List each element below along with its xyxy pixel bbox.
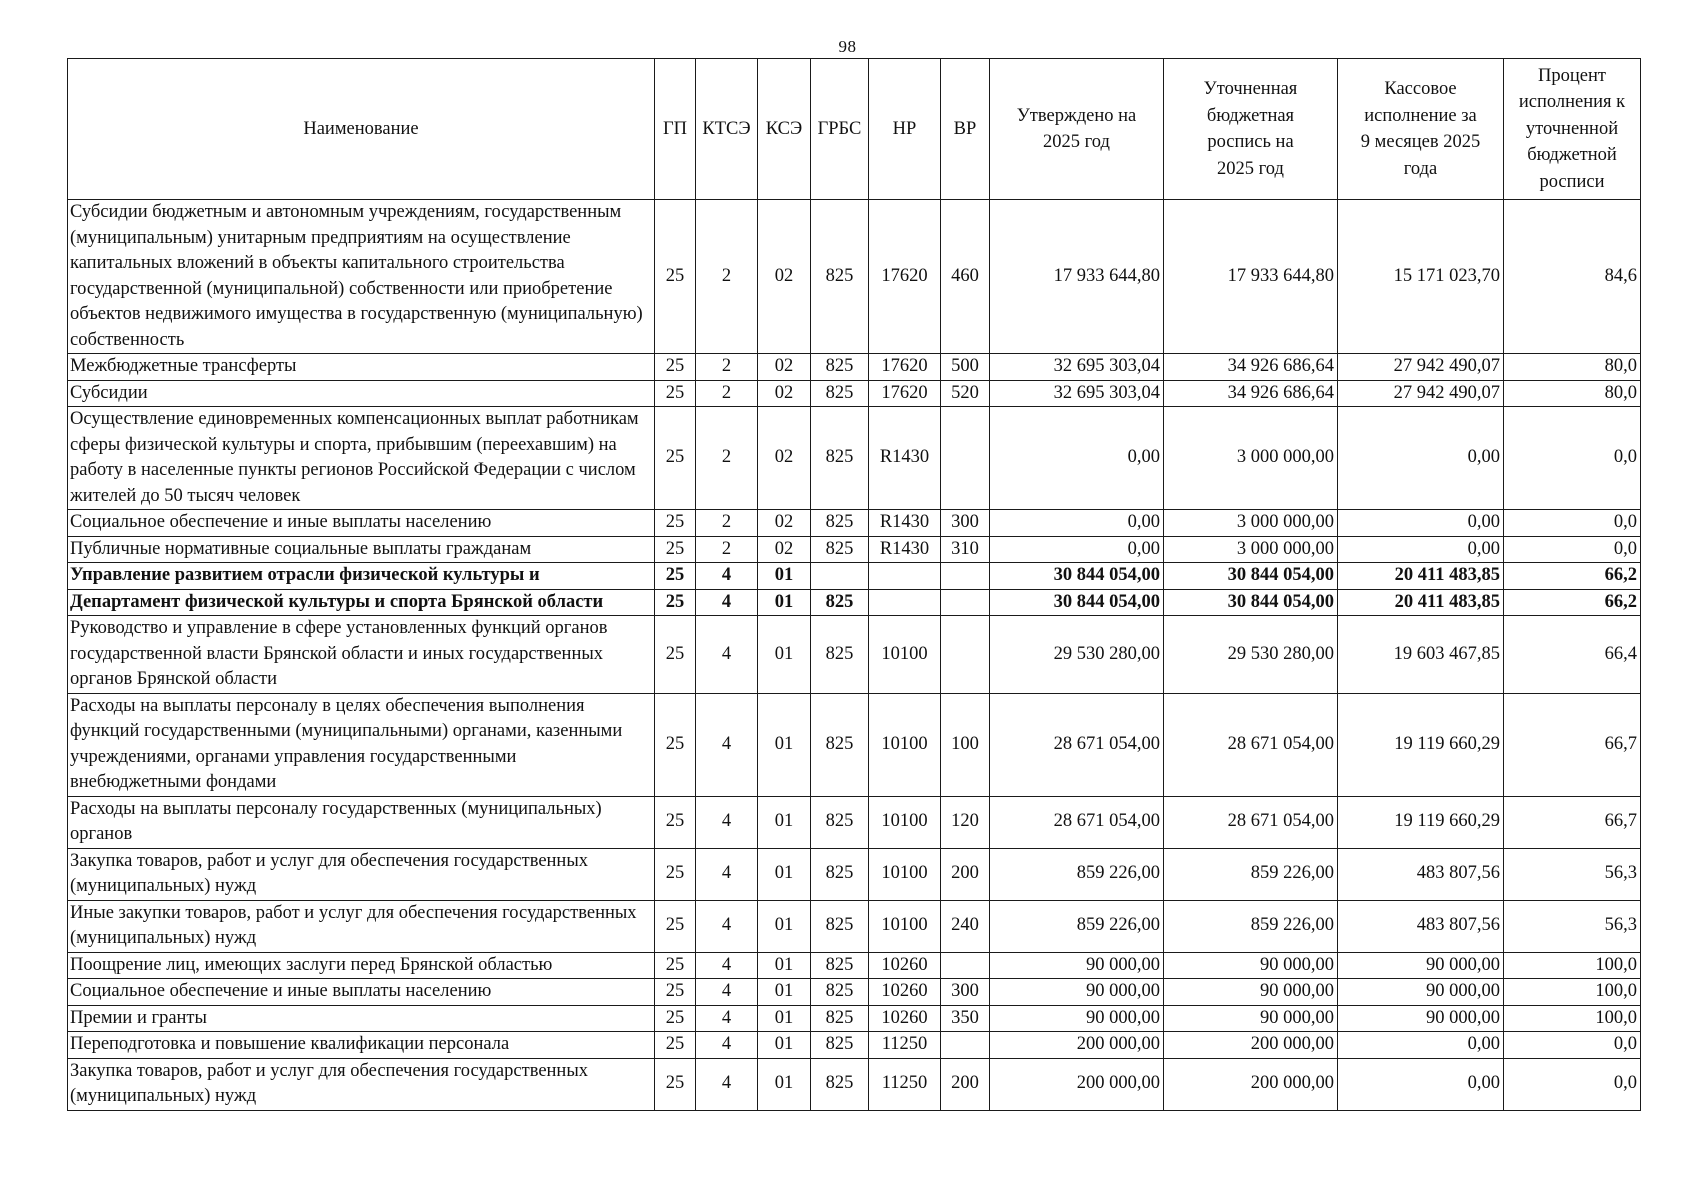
row-kse: 02 xyxy=(758,510,811,537)
row-gp: 25 xyxy=(655,510,696,537)
row-approved: 0,00 xyxy=(990,407,1164,510)
row-name: Социальное обеспечение и иные выплаты населению xyxy=(68,979,655,1006)
row-approved: 200 000,00 xyxy=(990,1032,1164,1059)
row-cash: 20 411 483,85 xyxy=(1338,563,1504,590)
row-grbs: 825 xyxy=(811,979,869,1006)
header-vr: ВР xyxy=(941,59,990,200)
row-nr: 11250 xyxy=(869,1058,941,1110)
row-refined: 30 844 054,00 xyxy=(1164,563,1338,590)
row-percent: 0,0 xyxy=(1504,1032,1641,1059)
row-refined: 29 530 280,00 xyxy=(1164,616,1338,694)
row-ktse: 4 xyxy=(696,952,758,979)
row-grbs: 825 xyxy=(811,693,869,796)
row-cash: 483 807,56 xyxy=(1338,848,1504,900)
header-ktse: КТСЭ xyxy=(696,59,758,200)
row-vr: 310 xyxy=(941,536,990,563)
row-nr: 17620 xyxy=(869,380,941,407)
row-refined: 3 000 000,00 xyxy=(1164,536,1338,563)
row-kse: 01 xyxy=(758,616,811,694)
row-cash: 0,00 xyxy=(1338,1058,1504,1110)
row-name: Социальное обеспечение и иные выплаты населению xyxy=(68,510,655,537)
row-grbs: 825 xyxy=(811,536,869,563)
row-percent: 80,0 xyxy=(1504,380,1641,407)
header-kse: КСЭ xyxy=(758,59,811,200)
row-approved: 28 671 054,00 xyxy=(990,693,1164,796)
row-refined: 90 000,00 xyxy=(1164,979,1338,1006)
row-name: Департамент физической культуры и спорта Брянской области xyxy=(68,589,655,616)
row-cash: 19 119 660,29 xyxy=(1338,796,1504,848)
row-vr: 240 xyxy=(941,900,990,952)
row-grbs: 825 xyxy=(811,380,869,407)
row-percent: 66,2 xyxy=(1504,589,1641,616)
row-name: Осуществление единовременных компенсационных выплат работникам сферы физической культуры и спорта, прибывшим (переехавшим) на работу в населенные пункты регионов Российской Федерации с числом жителей до 50 тысяч человек xyxy=(68,407,655,510)
row-kse: 02 xyxy=(758,354,811,381)
row-approved: 30 844 054,00 xyxy=(990,589,1164,616)
row-cash: 0,00 xyxy=(1338,1032,1504,1059)
row-ktse: 4 xyxy=(696,979,758,1006)
row-gp: 25 xyxy=(655,407,696,510)
row-ktse: 4 xyxy=(696,1005,758,1032)
row-approved: 90 000,00 xyxy=(990,1005,1164,1032)
row-percent: 100,0 xyxy=(1504,979,1641,1006)
row-gp: 25 xyxy=(655,1032,696,1059)
row-approved: 0,00 xyxy=(990,536,1164,563)
row-vr: 200 xyxy=(941,1058,990,1110)
row-gp: 25 xyxy=(655,1058,696,1110)
row-grbs: 825 xyxy=(811,900,869,952)
row-ktse: 2 xyxy=(696,407,758,510)
row-gp: 25 xyxy=(655,900,696,952)
budget-table xyxy=(67,58,1641,1111)
row-approved: 859 226,00 xyxy=(990,848,1164,900)
row-cash: 15 171 023,70 xyxy=(1338,200,1504,354)
row-refined: 3 000 000,00 xyxy=(1164,407,1338,510)
table-row xyxy=(68,1032,1641,1059)
row-approved: 90 000,00 xyxy=(990,979,1164,1006)
row-cash: 0,00 xyxy=(1338,510,1504,537)
row-cash: 90 000,00 xyxy=(1338,952,1504,979)
row-nr: R1430 xyxy=(869,510,941,537)
row-name: Управление развитием отрасли физической культуры и xyxy=(68,563,655,590)
row-grbs: 825 xyxy=(811,510,869,537)
row-refined: 34 926 686,64 xyxy=(1164,380,1338,407)
row-percent: 66,7 xyxy=(1504,796,1641,848)
row-ktse: 4 xyxy=(696,616,758,694)
row-refined: 3 000 000,00 xyxy=(1164,510,1338,537)
row-approved: 90 000,00 xyxy=(990,952,1164,979)
row-vr: 120 xyxy=(941,796,990,848)
row-name: Переподготовка и повышение квалификации персонала xyxy=(68,1032,655,1059)
row-vr xyxy=(941,952,990,979)
row-cash: 19 119 660,29 xyxy=(1338,693,1504,796)
row-vr xyxy=(941,616,990,694)
row-vr: 350 xyxy=(941,1005,990,1032)
row-kse: 01 xyxy=(758,1005,811,1032)
row-ktse: 4 xyxy=(696,693,758,796)
row-ktse: 4 xyxy=(696,796,758,848)
row-percent: 0,0 xyxy=(1504,510,1641,537)
table-body xyxy=(68,200,1641,1111)
row-gp: 25 xyxy=(655,589,696,616)
row-vr xyxy=(941,563,990,590)
row-grbs: 825 xyxy=(811,354,869,381)
table-row xyxy=(68,952,1641,979)
row-name: Закупка товаров, работ и услуг для обеспечения государственных (муниципальных) нужд xyxy=(68,848,655,900)
page-number: 98 xyxy=(838,37,857,56)
row-kse: 01 xyxy=(758,589,811,616)
row-percent: 66,7 xyxy=(1504,693,1641,796)
row-kse: 01 xyxy=(758,952,811,979)
row-cash: 20 411 483,85 xyxy=(1338,589,1504,616)
row-percent: 0,0 xyxy=(1504,407,1641,510)
table-row xyxy=(68,380,1641,407)
row-grbs xyxy=(811,563,869,590)
row-grbs: 825 xyxy=(811,407,869,510)
row-ktse: 4 xyxy=(696,563,758,590)
table-row xyxy=(68,848,1641,900)
table-row xyxy=(68,979,1641,1006)
row-name: Иные закупки товаров, работ и услуг для обеспечения государственных (муниципальных) нужд xyxy=(68,900,655,952)
row-vr: 520 xyxy=(941,380,990,407)
row-kse: 02 xyxy=(758,380,811,407)
row-ktse: 2 xyxy=(696,200,758,354)
row-gp: 25 xyxy=(655,952,696,979)
table-row xyxy=(68,563,1641,590)
row-cash: 27 942 490,07 xyxy=(1338,380,1504,407)
row-refined: 90 000,00 xyxy=(1164,952,1338,979)
row-nr xyxy=(869,589,941,616)
table-row xyxy=(68,1058,1641,1110)
table-row xyxy=(68,354,1641,381)
row-approved: 32 695 303,04 xyxy=(990,354,1164,381)
row-cash: 19 603 467,85 xyxy=(1338,616,1504,694)
row-refined: 859 226,00 xyxy=(1164,848,1338,900)
row-percent: 56,3 xyxy=(1504,848,1641,900)
row-kse: 01 xyxy=(758,900,811,952)
row-name: Закупка товаров, работ и услуг для обеспечения государственных (муниципальных) нужд xyxy=(68,1058,655,1110)
header-name: Наименование xyxy=(68,59,655,200)
row-approved: 200 000,00 xyxy=(990,1058,1164,1110)
row-vr: 460 xyxy=(941,200,990,354)
header-nr: НР xyxy=(869,59,941,200)
row-name: Расходы на выплаты персоналу государственных (муниципальных) органов xyxy=(68,796,655,848)
row-refined: 200 000,00 xyxy=(1164,1032,1338,1059)
row-percent: 0,0 xyxy=(1504,1058,1641,1110)
header-row xyxy=(68,59,1641,200)
row-ktse: 2 xyxy=(696,510,758,537)
row-percent: 66,2 xyxy=(1504,563,1641,590)
row-kse: 02 xyxy=(758,407,811,510)
header-refined: Уточненная бюджетная роспись на 2025 год xyxy=(1164,59,1338,200)
row-kse: 01 xyxy=(758,979,811,1006)
row-gp: 25 xyxy=(655,979,696,1006)
row-grbs: 825 xyxy=(811,1005,869,1032)
row-cash: 27 942 490,07 xyxy=(1338,354,1504,381)
row-vr xyxy=(941,1032,990,1059)
row-approved: 29 530 280,00 xyxy=(990,616,1164,694)
row-vr xyxy=(941,407,990,510)
row-refined: 17 933 644,80 xyxy=(1164,200,1338,354)
row-approved: 30 844 054,00 xyxy=(990,563,1164,590)
row-nr: 10100 xyxy=(869,693,941,796)
row-percent: 66,4 xyxy=(1504,616,1641,694)
row-nr xyxy=(869,563,941,590)
row-kse: 01 xyxy=(758,563,811,590)
row-ktse: 2 xyxy=(696,354,758,381)
row-kse: 01 xyxy=(758,796,811,848)
row-percent: 100,0 xyxy=(1504,1005,1641,1032)
row-nr: 10100 xyxy=(869,616,941,694)
row-grbs: 825 xyxy=(811,1032,869,1059)
row-name: Руководство и управление в сфере установленных функций органов государственной власти Брянской области и иных государственных органов Брянской области xyxy=(68,616,655,694)
row-kse: 01 xyxy=(758,693,811,796)
row-approved: 32 695 303,04 xyxy=(990,380,1164,407)
row-refined: 28 671 054,00 xyxy=(1164,693,1338,796)
table-row xyxy=(68,407,1641,510)
table-row xyxy=(68,900,1641,952)
table-row xyxy=(68,693,1641,796)
row-name: Расходы на выплаты персоналу в целях обеспечения выполнения функций государственными (муниципальными) органами, казенными учреждениями, органами управления государственными внебюджетными фондами xyxy=(68,693,655,796)
row-name: Субсидии бюджетным и автономным учреждениям, государственным (муниципальным) унитарным предприятиям на осуществление капитальных вложений в объекты капитального строительства государственной (муниципальной) собственности или приобретение объектов недвижимого имущества в государственную (муниципальную) собственность xyxy=(68,200,655,354)
row-cash: 0,00 xyxy=(1338,407,1504,510)
table-row xyxy=(68,510,1641,537)
row-refined: 200 000,00 xyxy=(1164,1058,1338,1110)
row-grbs: 825 xyxy=(811,952,869,979)
row-nr: 11250 xyxy=(869,1032,941,1059)
row-nr: 10260 xyxy=(869,1005,941,1032)
row-approved: 859 226,00 xyxy=(990,900,1164,952)
row-nr: 17620 xyxy=(869,200,941,354)
table-row xyxy=(68,589,1641,616)
table-row xyxy=(68,536,1641,563)
row-percent: 80,0 xyxy=(1504,354,1641,381)
row-gp: 25 xyxy=(655,380,696,407)
row-vr: 200 xyxy=(941,848,990,900)
row-refined: 859 226,00 xyxy=(1164,900,1338,952)
row-nr: 10100 xyxy=(869,900,941,952)
row-ktse: 4 xyxy=(696,589,758,616)
row-refined: 90 000,00 xyxy=(1164,1005,1338,1032)
row-nr: R1430 xyxy=(869,407,941,510)
row-refined: 34 926 686,64 xyxy=(1164,354,1338,381)
row-cash: 90 000,00 xyxy=(1338,979,1504,1006)
row-ktse: 4 xyxy=(696,848,758,900)
table-row xyxy=(68,796,1641,848)
row-name: Публичные нормативные социальные выплаты гражданам xyxy=(68,536,655,563)
row-name: Премии и гранты xyxy=(68,1005,655,1032)
table-row xyxy=(68,200,1641,354)
row-vr: 300 xyxy=(941,979,990,1006)
row-grbs: 825 xyxy=(811,200,869,354)
row-nr: 10100 xyxy=(869,848,941,900)
row-gp: 25 xyxy=(655,536,696,563)
header-percent: Процент исполнения к уточненной бюджетной росписи xyxy=(1504,59,1641,200)
row-approved: 17 933 644,80 xyxy=(990,200,1164,354)
row-ktse: 4 xyxy=(696,900,758,952)
row-grbs: 825 xyxy=(811,796,869,848)
row-grbs: 825 xyxy=(811,616,869,694)
row-gp: 25 xyxy=(655,616,696,694)
row-nr: R1430 xyxy=(869,536,941,563)
row-approved: 0,00 xyxy=(990,510,1164,537)
row-kse: 01 xyxy=(758,848,811,900)
header-grbs: ГРБС xyxy=(811,59,869,200)
row-percent: 84,6 xyxy=(1504,200,1641,354)
row-gp: 25 xyxy=(655,354,696,381)
row-ktse: 2 xyxy=(696,380,758,407)
header-approved: Утверждено на 2025 год xyxy=(990,59,1164,200)
row-name: Субсидии xyxy=(68,380,655,407)
row-gp: 25 xyxy=(655,693,696,796)
row-name: Межбюджетные трансферты xyxy=(68,354,655,381)
row-gp: 25 xyxy=(655,563,696,590)
row-cash: 0,00 xyxy=(1338,536,1504,563)
row-percent: 0,0 xyxy=(1504,536,1641,563)
row-nr: 10260 xyxy=(869,952,941,979)
row-vr xyxy=(941,589,990,616)
row-percent: 100,0 xyxy=(1504,952,1641,979)
row-vr: 100 xyxy=(941,693,990,796)
row-kse: 02 xyxy=(758,536,811,563)
row-grbs: 825 xyxy=(811,1058,869,1110)
row-gp: 25 xyxy=(655,848,696,900)
row-kse: 02 xyxy=(758,200,811,354)
row-name: Поощрение лиц, имеющих заслуги перед Брянской областью xyxy=(68,952,655,979)
row-refined: 28 671 054,00 xyxy=(1164,796,1338,848)
row-grbs: 825 xyxy=(811,848,869,900)
table-row xyxy=(68,616,1641,694)
row-ktse: 2 xyxy=(696,536,758,563)
row-percent: 56,3 xyxy=(1504,900,1641,952)
row-grbs: 825 xyxy=(811,589,869,616)
row-ktse: 4 xyxy=(696,1058,758,1110)
row-approved: 28 671 054,00 xyxy=(990,796,1164,848)
header-gp: ГП xyxy=(655,59,696,200)
row-gp: 25 xyxy=(655,200,696,354)
row-nr: 10260 xyxy=(869,979,941,1006)
row-gp: 25 xyxy=(655,1005,696,1032)
row-vr: 500 xyxy=(941,354,990,381)
row-cash: 483 807,56 xyxy=(1338,900,1504,952)
row-nr: 10100 xyxy=(869,796,941,848)
row-refined: 30 844 054,00 xyxy=(1164,589,1338,616)
row-kse: 01 xyxy=(758,1058,811,1110)
row-kse: 01 xyxy=(758,1032,811,1059)
row-nr: 17620 xyxy=(869,354,941,381)
table-row xyxy=(68,1005,1641,1032)
header-cash: Кассовое исполнение за 9 месяцев 2025 года xyxy=(1338,59,1504,200)
row-ktse: 4 xyxy=(696,1032,758,1059)
row-cash: 90 000,00 xyxy=(1338,1005,1504,1032)
row-gp: 25 xyxy=(655,796,696,848)
row-vr: 300 xyxy=(941,510,990,537)
